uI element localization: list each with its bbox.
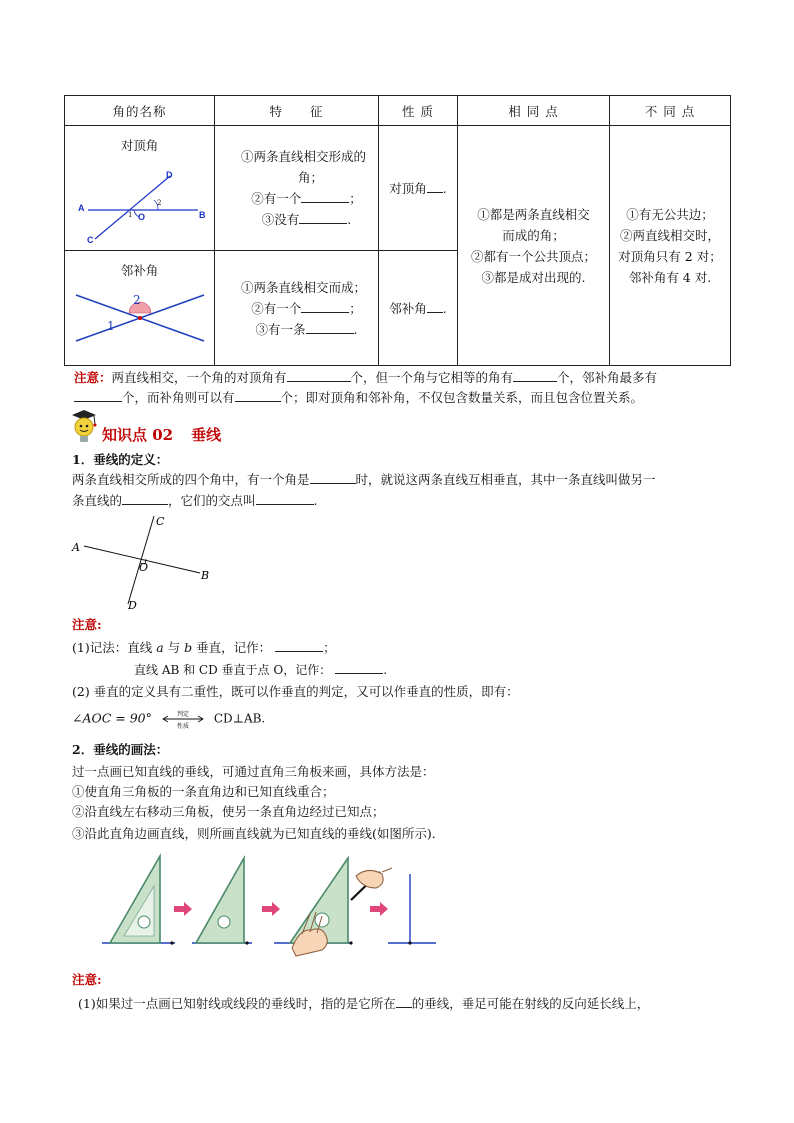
adjacent-angle-cell [65, 251, 215, 366]
note-text: 个，邻补角最多有 [557, 370, 658, 385]
section-number: 知识点 02 [102, 426, 174, 444]
note3-line1 [78, 994, 649, 1014]
perpendicular-diagram [70, 512, 220, 612]
blank [287, 368, 351, 382]
method-line2: ①使直角三角板的一条直角边和已知直线重合； [72, 784, 335, 799]
def-line1 [72, 470, 656, 490]
method-line4: ③沿此直角边画直线，则所画直线就为已知直线的垂线(如图所示)． [72, 826, 445, 841]
label-a: A [72, 541, 80, 554]
note-text: 个；即对顶角和邻补角，不仅包含数量关系，而且包含位置关系。 [280, 390, 644, 405]
label-angle-1: 1 [106, 318, 115, 333]
table-header-row [65, 96, 731, 126]
blank [275, 638, 323, 652]
diff-line: ①有无公共边； [626, 206, 714, 222]
note-text: 直线 AB 和 CD 垂直于点 O，记作： [134, 663, 332, 677]
same-line: ②都有一个公共顶点； [470, 248, 596, 264]
set-square-steps-illustration [100, 848, 440, 958]
adjacent-angle-property: 邻补角 . [379, 251, 458, 366]
method-line3: ②沿直线左右移动三角板，使另一条直角边经过已知点； [72, 804, 385, 819]
method-heading: 2．垂线的画法： [72, 742, 169, 757]
feature-line: 角； [297, 170, 323, 185]
blank [256, 491, 314, 505]
def-line2 [72, 491, 318, 511]
property-text: 邻补角 [389, 301, 427, 316]
set-square-step-2 [192, 858, 252, 945]
blank [301, 189, 349, 203]
note-text: 个，但一个角与它相等的角有 [350, 370, 514, 385]
def-text: 条直线的 [72, 493, 123, 508]
vertical-angle-cell [65, 126, 215, 251]
property-text: 对顶角 [389, 181, 427, 196]
note-text: (1)记法：直线 [72, 640, 153, 655]
line-cd [95, 176, 170, 239]
adjacent-angle-diagram [70, 283, 210, 353]
feature-line: ②有一个 [251, 300, 302, 316]
perpendicular-formula [72, 708, 265, 732]
line-cd [128, 516, 154, 604]
same-line: ③都是成对出现的. [481, 269, 586, 285]
note-text: 两直线相交，一个角的对顶角有 [111, 370, 287, 385]
feature-line: ②有一个 [251, 191, 302, 206]
note-text: (1)如果过一点画已知射线或线段的垂线时，指的是它所在 [78, 996, 396, 1011]
same-line: 而成的角； [502, 227, 565, 243]
def-heading: 1．垂线的定义： [72, 452, 169, 467]
label-o: O [139, 561, 149, 574]
arrow-right-icon [262, 902, 280, 916]
method-line1: 过一点画已知直线的垂线，可通过直角三角板来画，具体方法是： [72, 764, 435, 779]
feature-line: ①两条直线相交而成； [240, 279, 366, 295]
label-angle-2: 2 [156, 198, 161, 207]
header-feature: 特 征 [215, 96, 379, 126]
feature-line: ③有一条 [255, 321, 306, 337]
symbol-b: b [184, 640, 193, 655]
angle-comparison-table [64, 95, 731, 366]
set-square-step-1 [102, 856, 175, 945]
def-text: 时，就说这两条直线互相垂直，其中一条直线叫做另一 [355, 472, 656, 487]
section-title [102, 425, 221, 445]
blank [427, 299, 443, 313]
note2-line1 [72, 638, 336, 658]
perpendicular-result [388, 874, 436, 945]
table-row [65, 126, 731, 251]
diff-line: 对顶角只有 2 对； [618, 248, 722, 264]
header-diff: 不 同 点 [610, 96, 731, 126]
formula-left: ∠AOC = 90° [72, 710, 152, 726]
note1-line2 [74, 388, 643, 408]
note-text: 的垂线，垂足可能在射线的反向延长线上， [411, 996, 650, 1011]
note3-label: 注意: [72, 972, 102, 987]
section-name: 垂线 [191, 426, 222, 444]
label-b: B [201, 569, 210, 582]
label-a: A [77, 202, 84, 213]
note2-label: 注意: [72, 617, 102, 632]
label-d: D [165, 169, 172, 180]
label-c: C [86, 234, 93, 245]
vertical-angle-features: ①两条直线相交形成的 角； ②有一个 ； ③没有 . [215, 126, 379, 251]
arrow-right-icon [174, 902, 192, 916]
blank [310, 470, 356, 484]
arrow-label-bottom: 性质 [176, 723, 189, 730]
blank [301, 299, 349, 313]
diff-points-cell [610, 126, 731, 366]
header-property: 性 质 [379, 96, 458, 126]
blank [235, 388, 281, 402]
header-name: 角的名称 [65, 96, 215, 126]
same-points-cell [458, 126, 610, 366]
diff-line: ②两直线相交时， [619, 227, 720, 243]
note-text: . [383, 663, 388, 677]
adjacent-angle-name: 邻补角 [120, 262, 159, 278]
formula-right: CD⊥AB. [213, 711, 266, 726]
note-text: ； [323, 640, 336, 655]
def-text: 两条直线相交所成的四个角中，有一个角是 [72, 472, 310, 487]
label-angle-2: 2 [132, 292, 141, 307]
header-same: 相 同 点 [458, 96, 610, 126]
adjacent-angle-features: ①两条直线相交而成； ②有一个 ； ③有一条 . [215, 251, 379, 366]
def-text: ，它们的交点叫 [168, 493, 256, 508]
note-text: 个，而补角则可以有 [122, 390, 235, 405]
label-c: C [156, 515, 165, 528]
blank [513, 368, 557, 382]
note1-line1 [74, 368, 657, 388]
note-text: 垂直，记作： [196, 640, 272, 655]
note2-line3: (2) 垂直的定义具有二重性，既可以作垂直的判定，又可以作垂直的性质，即有： [72, 684, 519, 699]
blank [427, 179, 443, 193]
feature-line: ①两条直线相交形成的 [240, 149, 366, 164]
label-d: D [128, 599, 137, 612]
symbol-a: a [156, 640, 164, 655]
student-bulb-icon [68, 408, 100, 444]
blank [335, 660, 383, 674]
same-line: ①都是两条直线相交 [477, 206, 590, 222]
blank [396, 994, 412, 1008]
double-arrow-icon [160, 708, 206, 730]
label-angle-1: 1 [127, 210, 132, 219]
intersection-point [138, 316, 142, 320]
blank [306, 320, 354, 334]
note2-line2 [134, 660, 387, 680]
diff-line: 邻补角有 4 对. [628, 269, 712, 285]
def-text: . [313, 493, 318, 508]
note-label: 注意： [74, 370, 112, 385]
note-text: 与 [167, 640, 181, 655]
vertical-angle-name: 对顶角 [120, 137, 159, 153]
blank [122, 491, 168, 505]
label-b: B [198, 209, 205, 220]
vertical-angle-property: 对顶角 . [379, 126, 458, 251]
arrow-right-icon [370, 902, 388, 916]
blank [299, 210, 347, 224]
blank [74, 388, 122, 402]
vertical-angle-diagram [70, 158, 210, 245]
label-o: O [137, 211, 145, 222]
arrow-label-top: 判定 [176, 711, 189, 718]
feature-line: ③没有 [261, 212, 300, 227]
